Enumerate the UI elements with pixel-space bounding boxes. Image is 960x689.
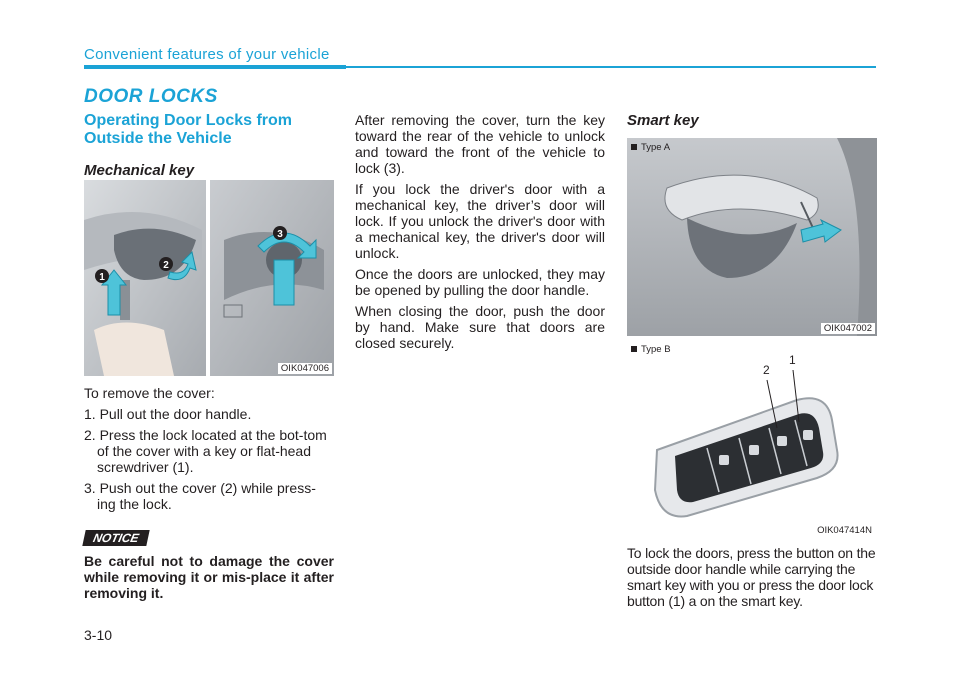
callout-2: 2 bbox=[763, 363, 770, 377]
column-middle bbox=[355, 112, 605, 351]
callout-3: 3 bbox=[277, 229, 283, 240]
subheading-mechanical-key: Mechanical key bbox=[84, 162, 195, 179]
paragraph: Once the doors are unlocked, they may be opened by pulling the door handle. bbox=[355, 266, 605, 298]
figure-code: OIK047414N bbox=[814, 525, 875, 536]
column-right bbox=[627, 112, 877, 129]
door-handle-touch-illustration bbox=[627, 138, 877, 336]
intro-text: To remove the cover: bbox=[84, 385, 215, 401]
figure-smart-key-type-b bbox=[627, 340, 877, 538]
subheading-smart-key: Smart key bbox=[627, 112, 699, 129]
cover-removal-steps bbox=[84, 385, 334, 512]
door-handle-illustration bbox=[84, 180, 334, 376]
type-label-b: Type B bbox=[631, 344, 671, 355]
list-item: 2. Press the lock located at the bot-tom of the cover with a key or flat-head screwdriver (1). bbox=[84, 427, 327, 475]
figure-code: OIK047002 bbox=[821, 323, 875, 334]
notice-text: Be careful not to damage the cover while removing it or mis-place it after removing it. bbox=[84, 553, 334, 601]
figure-mechanical-key bbox=[84, 180, 334, 376]
callout-2: 2 bbox=[163, 260, 169, 271]
paragraph: To lock the doors, press the button on the outside door handle while carrying the smart key with you or press the door lock button (1) a on the smart key. bbox=[627, 545, 876, 609]
list-item: 1. Pull out the door handle. bbox=[84, 406, 252, 422]
callout-1: 1 bbox=[99, 272, 105, 283]
paragraph: When closing the door, push the door by hand. Make sure that doors are closed securely. bbox=[355, 303, 605, 351]
notice-badge: NOTICE bbox=[82, 530, 149, 546]
type-label-a: Type A bbox=[631, 142, 670, 153]
smart-key-fob-illustration bbox=[627, 340, 877, 538]
list-item: 3. Push out the cover (2) while press-ing the lock. bbox=[84, 480, 316, 512]
callout-1: 1 bbox=[789, 353, 796, 367]
header-rule bbox=[346, 66, 876, 68]
paragraph: If you lock the driver's door with a mechanical key, the driver’s door will lock. If you unlock the driver's door with a mechanical key, the driver's door will unlock. bbox=[355, 181, 605, 261]
column-left bbox=[84, 112, 334, 179]
section-label: Convenient features of your vehicle bbox=[84, 46, 330, 63]
page-title: DOOR LOCKS bbox=[84, 86, 218, 107]
paragraph: After removing the cover, turn the key toward the rear of the vehicle to unlock and toward the front of the vehicle to lock (3). bbox=[355, 112, 605, 176]
steps-list bbox=[84, 406, 334, 512]
figure-code: OIK047006 bbox=[278, 363, 332, 374]
header-bar bbox=[84, 65, 346, 69]
heading-operating-door-locks: Operating Door Locks from Outside the Vehicle bbox=[84, 112, 293, 147]
figure-smart-key-type-a bbox=[627, 138, 877, 336]
page-number: 3-10 bbox=[84, 627, 113, 643]
smart-key-text bbox=[627, 545, 877, 609]
